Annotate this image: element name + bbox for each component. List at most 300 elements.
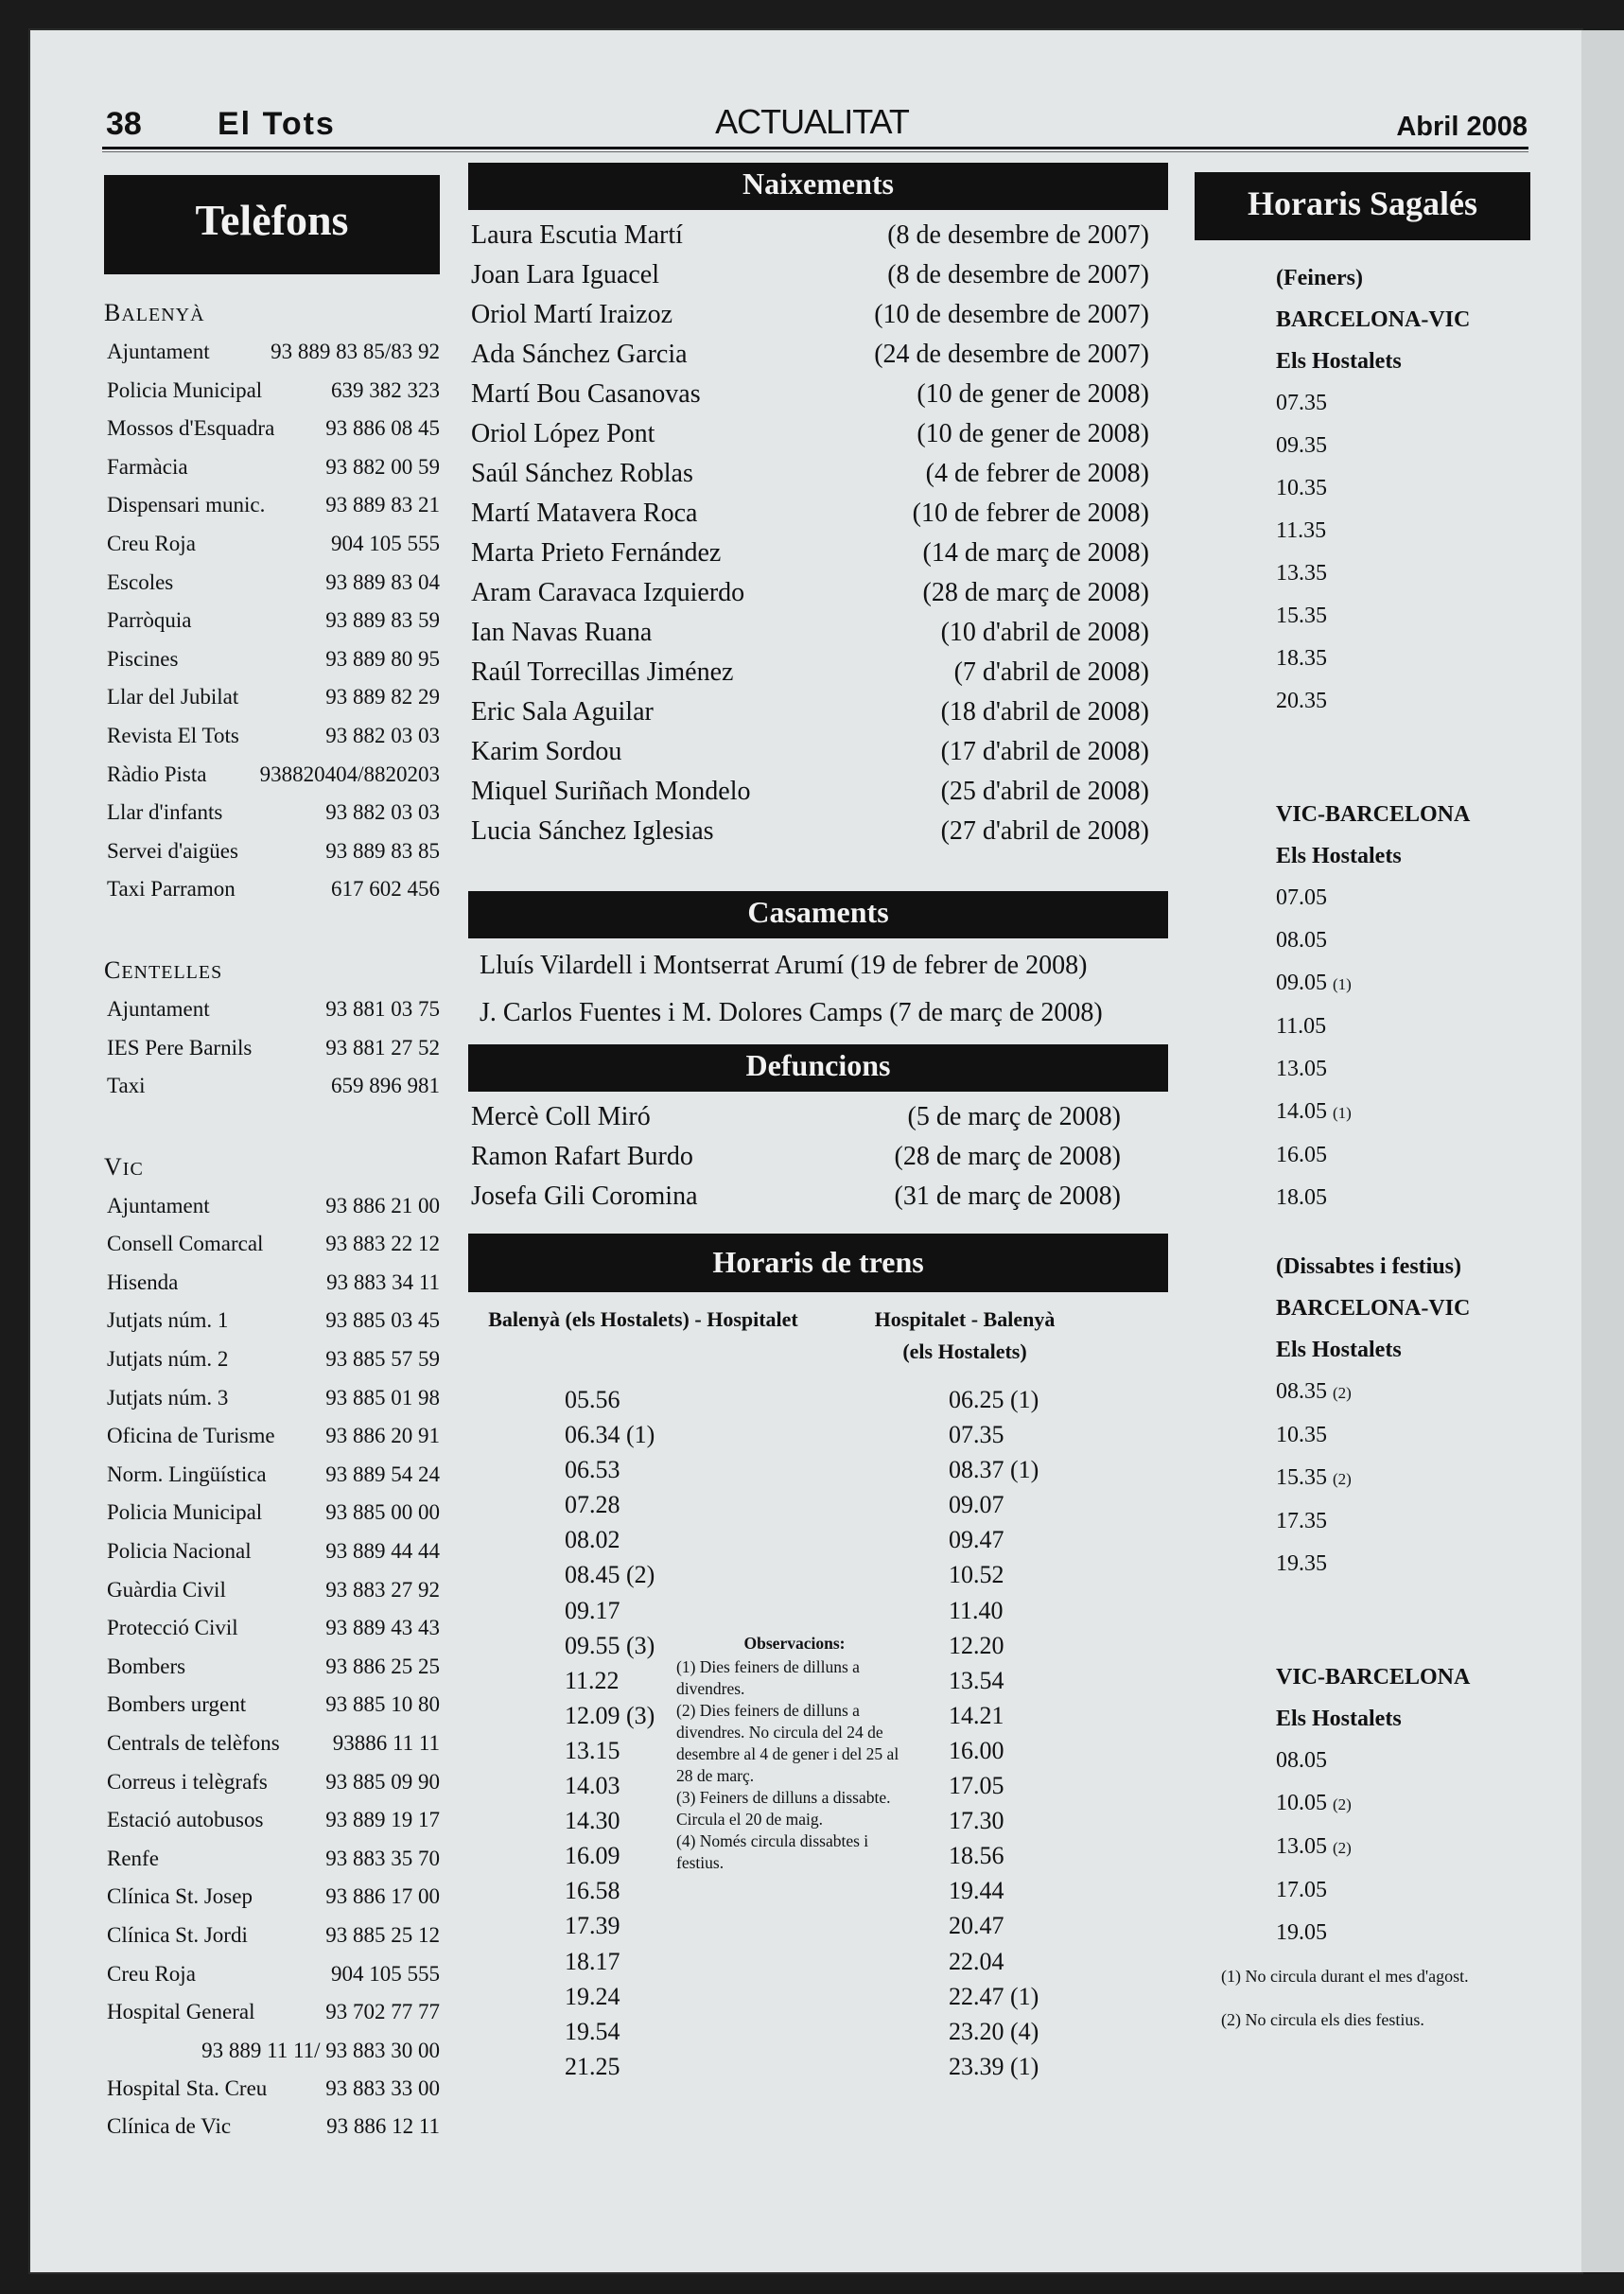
phone-row bbox=[104, 1993, 440, 2032]
train-time: 19.44 bbox=[949, 1877, 1004, 1905]
train-col2-header-line2: (els Hostalets) bbox=[902, 1340, 1027, 1363]
train-time: 06.34 (1) bbox=[565, 1421, 655, 1449]
phone-row bbox=[104, 678, 440, 717]
phone-group-name bbox=[104, 299, 440, 327]
bus-time: 09.35 bbox=[1276, 433, 1327, 458]
deaths-list bbox=[468, 1097, 1168, 1217]
bus-time: 08.05 bbox=[1276, 928, 1327, 953]
bus-title: Horaris Sagalés bbox=[1195, 172, 1530, 240]
phone-number: 93 886 08 45 bbox=[325, 416, 440, 441]
birth-date: (14 de març de 2008) bbox=[922, 538, 1149, 568]
train-time: 19.24 bbox=[565, 1982, 620, 2010]
weekday-vic-bcn-times bbox=[1195, 877, 1530, 1219]
phone-row bbox=[104, 525, 440, 564]
birth-name: Karim Sordou bbox=[471, 737, 622, 766]
birth-date: (10 de febrer de 2008) bbox=[912, 499, 1149, 528]
bus-time-note: (2) bbox=[1333, 1795, 1352, 1813]
phone-group-name-rest: ENTELLES bbox=[121, 961, 223, 983]
train-time: 17.05 bbox=[949, 1772, 1004, 1800]
phone-name: Hisenda bbox=[107, 1270, 179, 1294]
bus-time: 19.05 bbox=[1276, 1920, 1327, 1945]
birth-name: Raúl Torrecillas Jiménez bbox=[471, 657, 734, 687]
bus-time: 10.05 bbox=[1276, 1791, 1327, 1815]
phone-row bbox=[104, 1840, 440, 1879]
phone-number: 93 883 35 70 bbox=[325, 1846, 440, 1870]
phone-number: 93 885 01 98 bbox=[325, 1385, 440, 1410]
birth-row bbox=[468, 812, 1168, 851]
train-time: 10.52 bbox=[949, 1561, 1004, 1589]
phone-number: 93 889 82 29 bbox=[325, 685, 440, 709]
phone-number: 93 885 03 45 bbox=[325, 1308, 440, 1333]
weekend-label: (Dissabtes i festius) bbox=[1276, 1254, 1461, 1279]
issue-date: Abril 2008 bbox=[1396, 112, 1528, 142]
phone-row bbox=[104, 1417, 440, 1456]
birth-date: (10 de gener de 2008) bbox=[917, 419, 1149, 448]
birth-row bbox=[468, 613, 1168, 653]
bus-time: 13.05 bbox=[1276, 1057, 1327, 1081]
phone-name: Protecció Civil bbox=[107, 1616, 238, 1640]
phone-name: Escoles bbox=[107, 569, 174, 594]
bus-time: 19.35 bbox=[1276, 1551, 1327, 1576]
phone-row bbox=[104, 1801, 440, 1840]
bus-time-row bbox=[1195, 1414, 1530, 1457]
phone-number: 93 702 77 77 bbox=[325, 2000, 440, 2024]
birth-row bbox=[468, 494, 1168, 534]
train-time: 13.54 bbox=[949, 1666, 1004, 1694]
phone-row bbox=[104, 1379, 440, 1418]
phone-row bbox=[104, 1340, 440, 1379]
bus-time-row bbox=[1195, 1134, 1530, 1177]
phone-row bbox=[104, 832, 440, 871]
phone-row bbox=[104, 870, 440, 909]
bus-time-row bbox=[1195, 962, 1530, 1006]
route-bcn-vic: BARCELONA-VIC bbox=[1276, 307, 1471, 332]
phone-name: Jutjats núm. 3 bbox=[107, 1385, 229, 1410]
bus-time: 08.35 bbox=[1276, 1379, 1327, 1404]
phone-name: Clínica de Vic bbox=[107, 2114, 232, 2139]
observation-item: (3) Feiners de dilluns a dissabte. Circula el 20 de maig. bbox=[676, 1788, 891, 1829]
death-name: Ramon Rafart Burdo bbox=[471, 1142, 693, 1171]
phones-title: Telèfons bbox=[104, 175, 440, 274]
train-time: 12.20 bbox=[949, 1631, 1004, 1659]
bus-time-row bbox=[1195, 425, 1530, 467]
observations-title: Observacions: bbox=[743, 1634, 846, 1653]
bus-time-row bbox=[1195, 467, 1530, 510]
bus-time: 07.35 bbox=[1276, 391, 1327, 415]
phone-row bbox=[104, 1648, 440, 1687]
train-time: 11.40 bbox=[949, 1596, 1004, 1624]
phone-name: Ajuntament bbox=[107, 340, 210, 363]
bus-time-row bbox=[1195, 1177, 1530, 1219]
phone-number: 93 881 27 52 bbox=[325, 1035, 440, 1059]
train-observations bbox=[676, 1633, 913, 1874]
train-time: 09.55 (3) bbox=[565, 1631, 655, 1659]
phone-group bbox=[104, 299, 440, 909]
weekday-bcn-vic-times bbox=[1195, 382, 1530, 723]
train-col1-times bbox=[565, 1382, 655, 2084]
phone-row bbox=[104, 1917, 440, 1955]
birth-row bbox=[468, 255, 1168, 295]
phone-number: 93 882 03 03 bbox=[325, 723, 440, 747]
death-row bbox=[468, 1097, 1168, 1137]
phone-row bbox=[104, 1686, 440, 1725]
train-time: 07.35 bbox=[949, 1421, 1004, 1449]
phone-row bbox=[104, 1609, 440, 1648]
bus-time: 08.05 bbox=[1276, 1748, 1327, 1773]
wedding-row: Lluís Vilardell i Montserrat Arumí (19 de febrer de 2008) bbox=[480, 951, 1088, 980]
phone-number: 93886 11 11 bbox=[332, 1731, 440, 1755]
observations-list bbox=[676, 1656, 913, 1874]
bus-note-1: (1) No circula durant el mes d'agost. bbox=[1221, 1967, 1469, 1986]
train-time: 23.39 (1) bbox=[949, 2052, 1039, 2080]
bus-time: 09.05 bbox=[1276, 971, 1327, 995]
phones-groups bbox=[104, 299, 440, 2146]
phone-number: 93 889 83 59 bbox=[325, 608, 440, 633]
phone-name: Jutjats núm. 1 bbox=[107, 1308, 229, 1333]
death-date: (28 de març de 2008) bbox=[894, 1142, 1121, 1171]
bus-time: 11.35 bbox=[1276, 518, 1327, 543]
phone-name: Servei d'aigües bbox=[107, 838, 238, 863]
adjacent-page-edge bbox=[1581, 30, 1624, 2272]
birth-row bbox=[468, 295, 1168, 335]
births-list bbox=[468, 216, 1168, 851]
phone-name: IES Pere Barnils bbox=[107, 1035, 253, 1059]
phone-group bbox=[104, 956, 440, 1106]
birth-row bbox=[468, 653, 1168, 692]
death-name: Josefa Gili Coromina bbox=[471, 1182, 698, 1211]
phone-number: 617 602 456 bbox=[331, 877, 440, 902]
phone-name: Estació autobusos bbox=[107, 1808, 264, 1832]
phone-number: 93 886 12 11 bbox=[326, 2114, 440, 2139]
phone-name: Hospital Sta. Creu bbox=[107, 2075, 268, 2100]
birth-row bbox=[468, 732, 1168, 772]
header-rule bbox=[102, 147, 1528, 149]
observation-item: (2) Dies feiners de dilluns a divendres. No circula del 24 de desembre al 4 de gener i del 25 al 28 de març. bbox=[676, 1701, 899, 1785]
train-time: 23.20 (4) bbox=[949, 2017, 1039, 2045]
train-time: 16.00 bbox=[949, 1736, 1004, 1764]
bus-time-row bbox=[1195, 919, 1530, 962]
bus-time-row bbox=[1195, 877, 1530, 919]
train-time: 22.04 bbox=[949, 1947, 1004, 1975]
phone-number: 93 886 25 25 bbox=[325, 1654, 440, 1678]
phone-name: Taxi Parramon bbox=[107, 877, 236, 902]
train-time: 21.25 bbox=[565, 2052, 620, 2080]
phone-row bbox=[104, 640, 440, 679]
bus-time-note: (1) bbox=[1333, 975, 1352, 993]
birth-name: Miquel Suriñach Mondelo bbox=[471, 777, 751, 806]
phone-name: Revista El Tots bbox=[107, 723, 239, 747]
bus-time-row bbox=[1195, 638, 1530, 680]
trains-title: Horaris de trens bbox=[468, 1234, 1168, 1292]
phone-group-name-initial: B bbox=[104, 299, 122, 326]
phone-row bbox=[104, 1878, 440, 1917]
phone-row bbox=[104, 410, 440, 448]
phone-number: 93 889 19 17 bbox=[325, 1808, 440, 1832]
phone-row bbox=[104, 1067, 440, 1106]
phone-row bbox=[104, 1456, 440, 1495]
train-time: 14.03 bbox=[565, 1772, 620, 1800]
phone-name: Ajuntament bbox=[107, 996, 210, 1021]
phone-row bbox=[104, 990, 440, 1029]
phone-name: Piscines bbox=[107, 646, 179, 671]
train-time: 09.47 bbox=[949, 1526, 1004, 1554]
bus-time-row bbox=[1195, 1543, 1530, 1585]
bus-time: 17.05 bbox=[1276, 1878, 1327, 1902]
bus-column bbox=[1195, 172, 1530, 2041]
bus-time: 14.05 bbox=[1276, 1099, 1327, 1124]
birth-name: Oriol López Pont bbox=[471, 419, 655, 448]
bus-time: 20.35 bbox=[1276, 689, 1327, 713]
death-name: Mercè Coll Miró bbox=[471, 1102, 651, 1131]
birth-name: Oriol Martí Iraizoz bbox=[471, 300, 673, 329]
route-vic-bcn: VIC-BARCELONA bbox=[1276, 1665, 1471, 1690]
bus-time: 15.35 bbox=[1276, 604, 1327, 628]
death-date: (31 de març de 2008) bbox=[894, 1182, 1121, 1211]
phone-row bbox=[104, 1725, 440, 1763]
phone-row bbox=[104, 2070, 440, 2109]
phone-name: Parròquia bbox=[107, 608, 192, 633]
phone-row bbox=[104, 1264, 440, 1303]
birth-date: (24 de desembre de 2007) bbox=[874, 340, 1149, 369]
phone-name: Farmàcia bbox=[107, 454, 188, 479]
train-time: 07.28 bbox=[565, 1491, 620, 1519]
phone-row bbox=[104, 1029, 440, 1068]
birth-row bbox=[468, 692, 1168, 732]
phone-number: 93 883 33 00 bbox=[325, 2075, 440, 2100]
phone-number: 904 105 555 bbox=[331, 1961, 440, 1986]
train-time: 20.47 bbox=[949, 1912, 1004, 1940]
train-time: 17.39 bbox=[565, 1912, 620, 1940]
bus-time-note: (2) bbox=[1333, 1384, 1352, 1402]
death-row bbox=[468, 1137, 1168, 1177]
phone-name: Ràdio Pista bbox=[107, 762, 207, 786]
train-time: 08.45 (2) bbox=[565, 1561, 655, 1589]
phone-number: 93 881 03 75 bbox=[325, 996, 440, 1021]
phone-row bbox=[104, 1571, 440, 1610]
phone-name: Ajuntament bbox=[107, 1193, 210, 1217]
bus-time-row bbox=[1195, 595, 1530, 638]
train-time: 05.56 bbox=[565, 1386, 620, 1413]
phone-name: Creu Roja bbox=[107, 1961, 196, 1986]
train-time: 09.07 bbox=[949, 1491, 1004, 1519]
page-number: 38 bbox=[106, 106, 142, 142]
train-time: 08.02 bbox=[565, 1526, 620, 1554]
death-date: (5 de març de 2008) bbox=[907, 1102, 1121, 1131]
phone-group-name bbox=[104, 956, 440, 985]
phone-name: Policia Municipal bbox=[107, 1500, 263, 1525]
phone-number: 93 889 54 24 bbox=[325, 1462, 440, 1486]
birth-date: (10 de desembre de 2007) bbox=[874, 300, 1149, 329]
train-time: 14.21 bbox=[949, 1701, 1004, 1729]
phone-name: Oficina de Turisme bbox=[107, 1424, 275, 1448]
bus-time-row bbox=[1195, 1371, 1530, 1414]
route-bcn-vic: BARCELONA-VIC bbox=[1276, 1296, 1471, 1321]
birth-name: Martí Matavera Roca bbox=[471, 499, 698, 528]
phone-name: Guàrdia Civil bbox=[107, 1577, 226, 1602]
phone-extra-number: 93 889 11 11/ 93 883 30 00 bbox=[201, 2038, 440, 2062]
bus-time-row bbox=[1195, 1006, 1530, 1048]
birth-date: (25 d'abril de 2008) bbox=[940, 777, 1149, 806]
bus-time: 10.35 bbox=[1276, 476, 1327, 500]
birth-name: Martí Bou Casanovas bbox=[471, 379, 701, 409]
birth-name: Saúl Sánchez Roblas bbox=[471, 459, 693, 488]
phone-group-name-initial: V bbox=[104, 1152, 123, 1181]
birth-name: Ian Navas Ruana bbox=[471, 618, 653, 647]
phone-row bbox=[104, 448, 440, 487]
phone-number: 93 883 22 12 bbox=[325, 1232, 440, 1256]
birth-row bbox=[468, 216, 1168, 255]
phone-name: Renfe bbox=[107, 1846, 159, 1870]
train-col2-times bbox=[949, 1382, 1039, 2084]
bus-time-row bbox=[1195, 680, 1530, 723]
phone-number: 93 885 57 59 bbox=[325, 1347, 440, 1372]
birth-row bbox=[468, 534, 1168, 573]
train-time: 18.56 bbox=[949, 1842, 1004, 1870]
phone-name: Bombers urgent bbox=[107, 1692, 247, 1717]
stop-name: Els Hostalets bbox=[1276, 1338, 1402, 1362]
birth-row bbox=[468, 573, 1168, 613]
phone-name: Llar d'infants bbox=[107, 800, 223, 825]
phone-number: 93 889 83 85/83 92 bbox=[271, 340, 440, 363]
bus-time-row bbox=[1195, 552, 1530, 595]
birth-name: Joan Lara Iguacel bbox=[471, 260, 659, 289]
phone-name: Taxi bbox=[107, 1074, 146, 1098]
phone-name: Correus i telègrafs bbox=[107, 1769, 268, 1794]
train-time: 19.54 bbox=[565, 2017, 620, 2045]
train-time: 06.25 (1) bbox=[949, 1386, 1039, 1413]
bus-time-row bbox=[1195, 1048, 1530, 1091]
phone-number: 93 889 83 21 bbox=[325, 493, 440, 517]
phone-number: 93 885 10 80 bbox=[325, 1692, 440, 1717]
phone-group-name bbox=[104, 1153, 440, 1182]
train-time: 16.09 bbox=[565, 1842, 620, 1870]
birth-name: Eric Sala Aguilar bbox=[471, 697, 654, 727]
wedding-row: J. Carlos Fuentes i M. Dolores Camps (7 de març de 2008) bbox=[480, 998, 1103, 1027]
bus-time-note: (1) bbox=[1333, 1104, 1352, 1122]
phone-name: Mossos d'Esquadra bbox=[107, 416, 275, 441]
phone-row bbox=[104, 1955, 440, 1994]
phone-number: 93 889 83 04 bbox=[325, 569, 440, 594]
bus-time-row bbox=[1195, 1826, 1530, 1869]
phone-number: 904 105 555 bbox=[331, 531, 440, 555]
bus-time: 18.05 bbox=[1276, 1185, 1327, 1210]
phone-name: Norm. Lingüística bbox=[107, 1462, 267, 1486]
phone-name: Bombers bbox=[107, 1654, 186, 1678]
phone-group-name-rest: ALENYÀ bbox=[121, 305, 205, 325]
bus-note-2: (2) No circula els dies festius. bbox=[1221, 2010, 1424, 2029]
phone-name: Clínica St. Jordi bbox=[107, 1922, 248, 1947]
bus-time-row bbox=[1195, 1782, 1530, 1826]
bus-time-row bbox=[1195, 1091, 1530, 1134]
bus-time: 10.35 bbox=[1276, 1423, 1327, 1447]
phone-row bbox=[104, 602, 440, 640]
train-time: 16.58 bbox=[565, 1877, 620, 1905]
phone-number: 93 889 80 95 bbox=[325, 646, 440, 671]
phone-row bbox=[104, 486, 440, 525]
bus-time: 07.05 bbox=[1276, 885, 1327, 910]
birth-row bbox=[468, 335, 1168, 375]
phones-column bbox=[104, 175, 440, 2146]
bus-time: 13.05 bbox=[1276, 1834, 1327, 1859]
phone-number: 938820404/8820203 bbox=[259, 762, 440, 786]
train-time: 08.37 (1) bbox=[949, 1456, 1039, 1484]
train-col2-header-line1: Hospitalet - Balenyà bbox=[874, 1307, 1056, 1331]
bus-time-row bbox=[1195, 1869, 1530, 1912]
phone-number: 639 382 323 bbox=[331, 377, 440, 402]
phone-row bbox=[104, 756, 440, 795]
bus-time-row bbox=[1195, 510, 1530, 552]
birth-date: (28 de març de 2008) bbox=[922, 578, 1149, 607]
birth-date: (27 d'abril de 2008) bbox=[940, 816, 1149, 846]
weekend-vic-bcn-times bbox=[1195, 1740, 1530, 1954]
phone-name: Policia Nacional bbox=[107, 1539, 252, 1564]
phone-name: Creu Roja bbox=[107, 531, 196, 555]
section-title: ACTUALITAT bbox=[715, 102, 909, 141]
train-time: 17.30 bbox=[949, 1807, 1004, 1835]
observation-item: (4) Només circula dissabtes i festius. bbox=[676, 1831, 869, 1872]
phone-group bbox=[104, 1153, 440, 2146]
deaths-title: Defuncions bbox=[468, 1044, 1168, 1092]
phone-number: 93 883 27 92 bbox=[325, 1577, 440, 1602]
phone-row bbox=[104, 1187, 440, 1226]
birth-date: (4 de febrer de 2008) bbox=[925, 459, 1149, 488]
birth-row bbox=[468, 772, 1168, 812]
bus-time: 13.35 bbox=[1276, 561, 1327, 586]
phone-name: Dispensari munic. bbox=[107, 493, 266, 517]
bus-time: 17.35 bbox=[1276, 1509, 1327, 1533]
train-time: 18.17 bbox=[565, 1947, 620, 1975]
phone-number: 659 896 981 bbox=[331, 1074, 440, 1098]
phone-row bbox=[104, 2108, 440, 2146]
center-column bbox=[468, 163, 1168, 2144]
birth-row bbox=[468, 375, 1168, 414]
stop-name: Els Hostalets bbox=[1276, 844, 1402, 868]
birth-name: Lucia Sánchez Iglesias bbox=[471, 816, 714, 846]
bus-time-row bbox=[1195, 1912, 1530, 1954]
bus-time-note: (2) bbox=[1333, 1839, 1352, 1857]
bus-time-row bbox=[1195, 382, 1530, 425]
observation-item: (1) Dies feiners de dilluns a divendres. bbox=[676, 1657, 860, 1698]
bus-time-row bbox=[1195, 1457, 1530, 1500]
phone-name: Consell Comarcal bbox=[107, 1232, 264, 1256]
phone-row bbox=[104, 372, 440, 411]
phone-row bbox=[104, 564, 440, 603]
stop-name: Els Hostalets bbox=[1276, 1707, 1402, 1731]
train-timetable bbox=[468, 1292, 1168, 2144]
phone-number: 93 889 44 44 bbox=[325, 1539, 440, 1564]
phone-number: 93 885 00 00 bbox=[325, 1500, 440, 1525]
bus-time: 16.05 bbox=[1276, 1143, 1327, 1167]
birth-date: (10 d'abril de 2008) bbox=[940, 618, 1149, 647]
bus-time-row bbox=[1195, 1740, 1530, 1782]
phone-number: 93 886 21 00 bbox=[325, 1193, 440, 1217]
birth-name: Marta Prieto Fernández bbox=[471, 538, 722, 568]
train-time: 09.17 bbox=[565, 1596, 620, 1624]
death-row bbox=[468, 1177, 1168, 1217]
train-time: 12.09 (3) bbox=[565, 1701, 655, 1729]
magazine-name: El Tots bbox=[218, 106, 336, 142]
phone-name: Clínica St. Josep bbox=[107, 1884, 253, 1909]
phone-number: 93 882 00 59 bbox=[325, 454, 440, 479]
phone-name: Policia Municipal bbox=[107, 377, 263, 402]
birth-row bbox=[468, 414, 1168, 454]
phone-row bbox=[104, 1225, 440, 1264]
phone-row bbox=[104, 1763, 440, 1802]
weekday-label: (Feiners) bbox=[1276, 266, 1363, 290]
weekend-bcn-vic-times bbox=[1195, 1371, 1530, 1585]
train-time: 22.47 (1) bbox=[949, 1982, 1039, 2010]
train-time: 14.30 bbox=[565, 1807, 620, 1835]
